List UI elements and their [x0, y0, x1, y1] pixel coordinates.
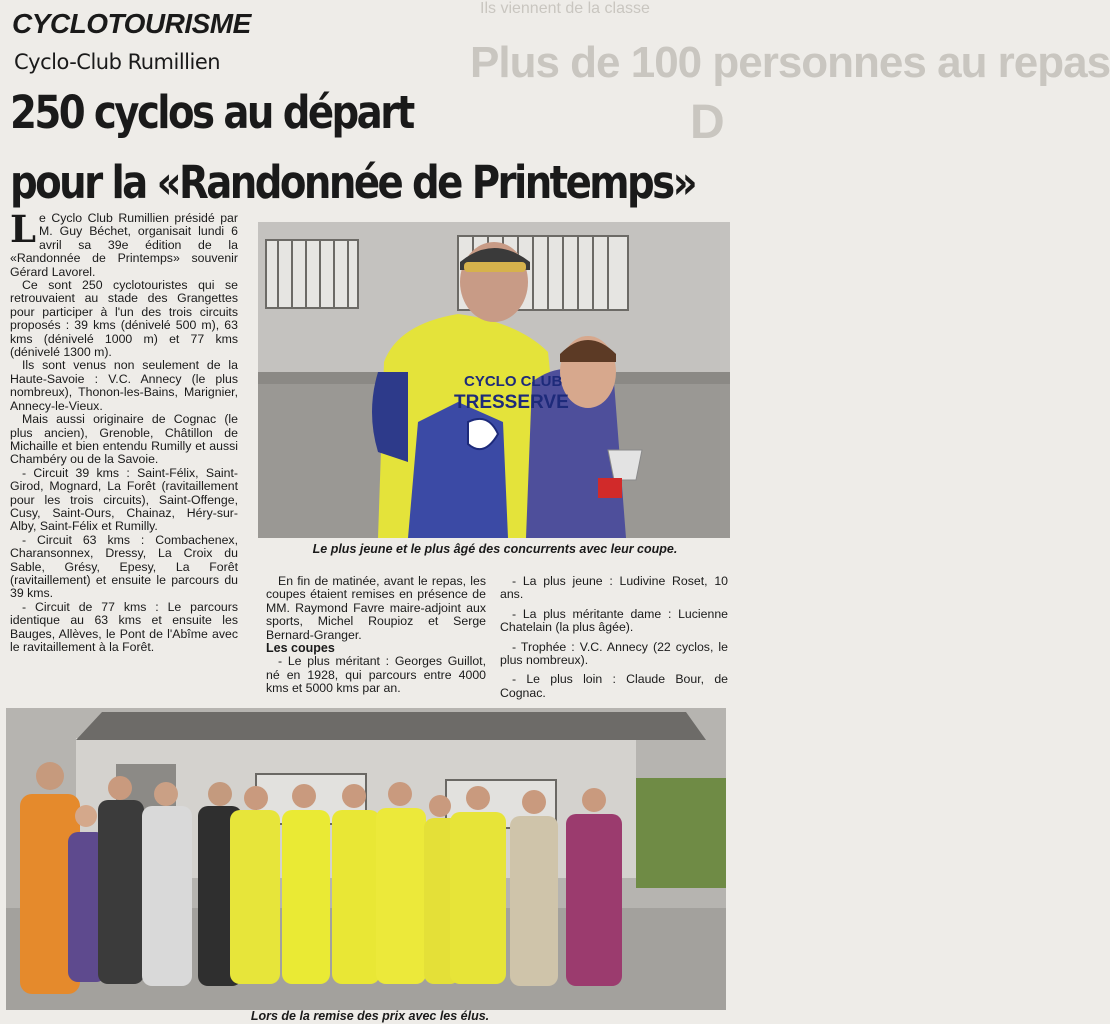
jersey-text-2: TRESSERVE: [454, 392, 569, 413]
group-photo-illustration: [6, 708, 726, 1010]
paragraph-ceremony: En fin de matinée, avant le repas, les coupes étaient remises en présence de MM. Raymond Favre maire-adjoint aux sports, Michel Roupioz et Serge Bernard-Granger.: [266, 574, 486, 642]
paragraph-circuit-77: - Circuit de 77 kms : Le parcours identique au 63 kms et ensuite les Bauges, Allèves, le Pont de l'Abîme avec le ravitaillement à la Forêt.: [10, 599, 238, 654]
paragraph-circuit-63: - Circuit 63 kms : Combachenex, Charansonnex, Dressy, La Croix du Sable, Grésy, Epesy, La Forêt (ravitaillement) et ensuite le parcours du 39 kms.: [10, 532, 238, 601]
article-column-right: [500, 575, 728, 706]
paragraph: Ils sont venus non seulement de la Haute-Savoie : V.C. Annecy (le plus nombreux), Thonon-les-Bains, Marignier, Annecy-le-Vieux.: [10, 358, 238, 413]
paragraph: Ce sont 250 cyclotouristes qui se retrouvaient au stade des Grangettes pour participer à l'un des trois circuits proposés : 39 kms (dénivelé 500 m), 63 kms (dénivelé 1000 m) et 77 kms (dénivelé 1300 m).: [10, 278, 238, 360]
dropcap: L: [10, 207, 37, 251]
photo-oldest-youngest: [258, 222, 730, 538]
club-name: Cyclo-Club Rumillien: [14, 50, 221, 74]
headline-line-1: 250 cyclos au départ: [10, 86, 413, 139]
headline-line-2: pour la «Randonnée de Printemps»: [10, 156, 696, 209]
article-column-left: [10, 207, 238, 654]
ghost-headline: Plus de 100 personnes au repas: [470, 38, 1110, 87]
photo-caption-2: Lors de la remise des prix avec les élus.: [250, 1009, 490, 1023]
paragraph-intro-text: e Cyclo Club Rumillien présidé par M. Guy Béchet, organisait lundi 6 avril sa 39e édition de la «Randonnée de Printemps» souvenir Gérard Lavorel.: [10, 211, 238, 279]
photo-illustration: [258, 222, 730, 538]
paragraph-circuit-39: - Circuit 39 kms : Saint-Félix, Saint-Girod, Mognard, La Forêt (ravitaillement pour les trois circuits), Saint-Offenge, Cusy, Saint-Ours, Chainaz, Héry-sur-Alby, Saint-Félix et Rumilly.: [10, 465, 238, 534]
ghost-dropcap: D: [690, 96, 725, 149]
article-column-middle: [266, 575, 486, 696]
award-lady: - La plus méritante dame : Lucienne Chatelain (la plus âgée).: [500, 606, 728, 635]
award-youngest: - La plus jeune : Ludivine Roset, 10 ans.: [500, 574, 728, 602]
paragraph-intro: [10, 207, 238, 279]
photo-group: [6, 708, 726, 1010]
section-rubric: CYCLOTOURISME: [12, 8, 251, 39]
subheading-trophies: Les coupes: [266, 641, 335, 656]
paragraph-most-deserving: - Le plus méritant : Georges Guillot, né en 1928, qui parcours entre 4000 kms et 5000 kms par an.: [266, 654, 486, 696]
ghost-top-text: Ils viennent de la classe: [480, 0, 650, 17]
paragraph: Mais aussi originaire de Cognac (le plus ancien), Grenoble, Châtillon de Michaille et bien entendu Rumilly et aussi Chambéry ou de la Savoie.: [10, 412, 238, 467]
award-farthest: - Le plus loin : Claude Bour, de Cognac.: [500, 672, 728, 700]
jersey-text-1: CYCLO CLUB: [464, 373, 563, 390]
photo-caption-1: Le plus jeune et le plus âgé des concurrents avec leur coupe.: [312, 542, 678, 556]
award-trophy: - Trophée : V.C. Annecy (22 cyclos, le plus nombreux).: [500, 639, 728, 668]
